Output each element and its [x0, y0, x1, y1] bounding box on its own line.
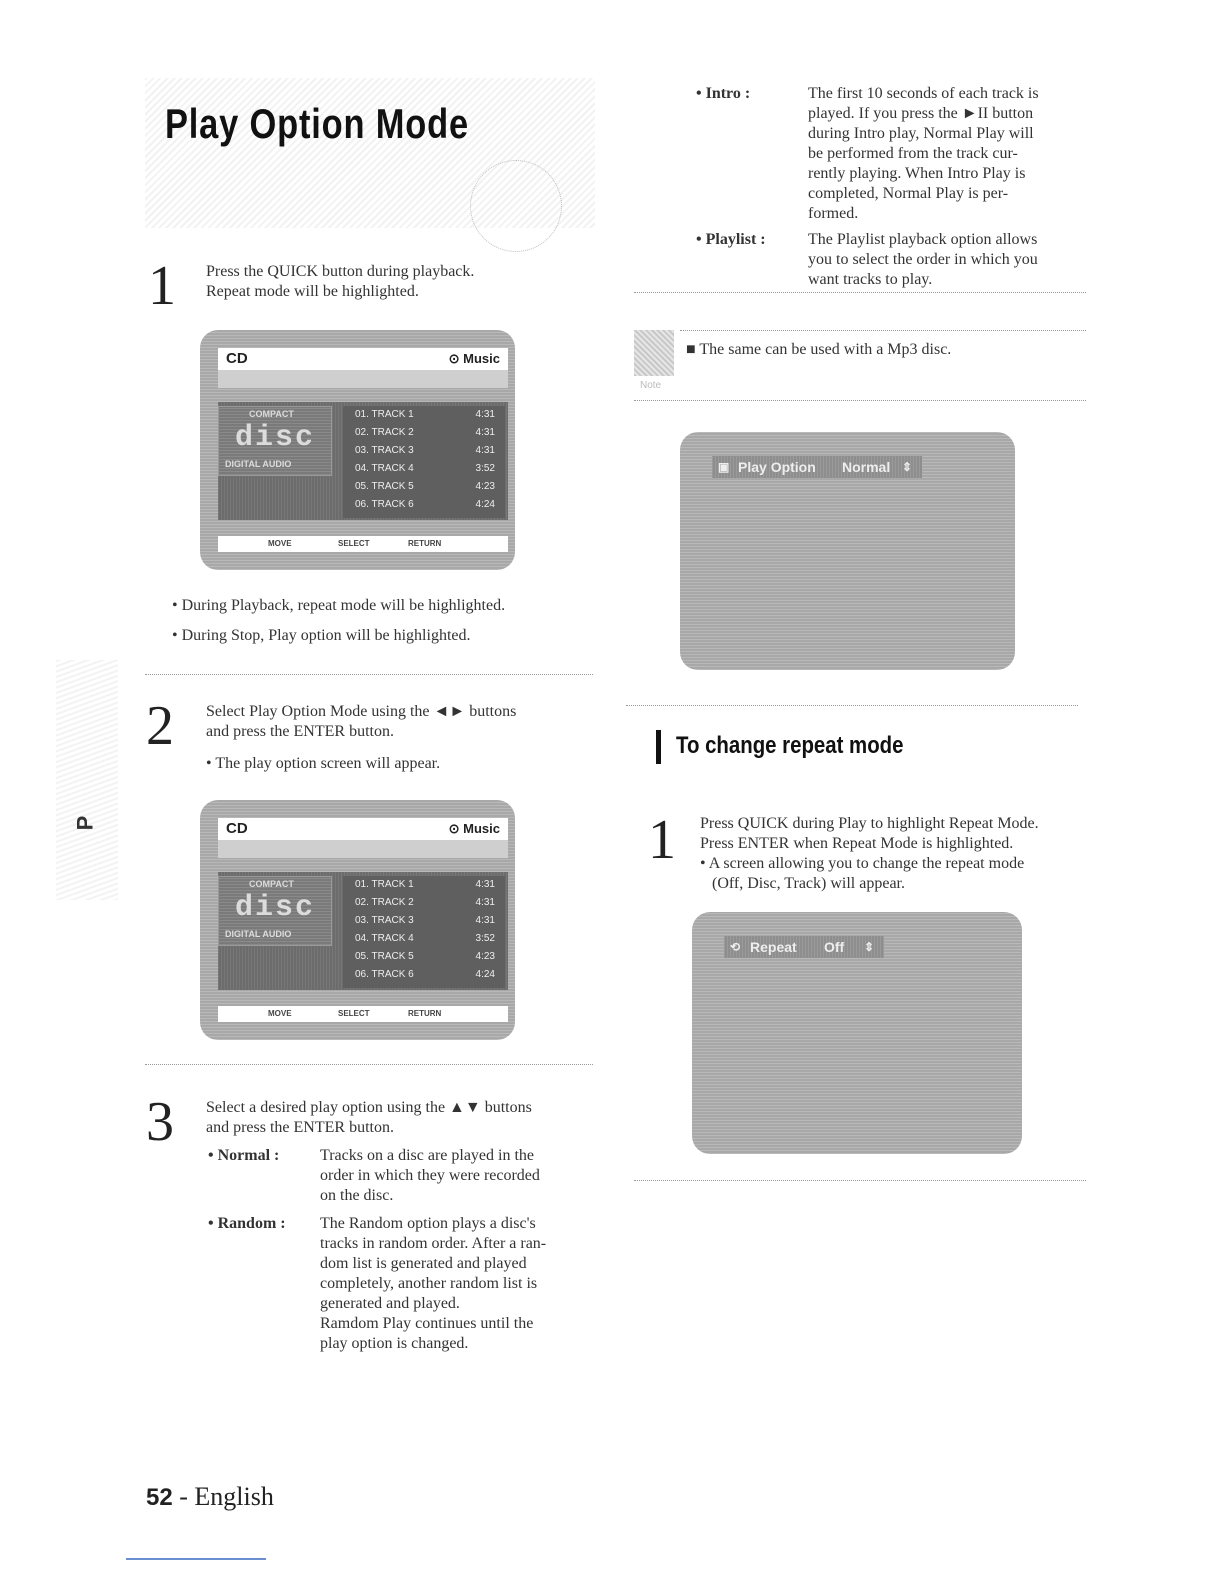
intro-description: [808, 84, 1083, 224]
page-title: Play Option Mode: [165, 100, 469, 147]
updown-arrow-icon: ⇕: [902, 460, 913, 474]
screen-1-header-left: CD: [226, 350, 248, 367]
track-row[interactable]: 02. TRACK 2 4:31: [355, 897, 495, 908]
step-2-text: [206, 702, 591, 774]
track-row[interactable]: 01. TRACK 1 4:31: [355, 879, 495, 890]
side-tab: [56, 660, 118, 900]
screen-4-value: Off: [824, 939, 845, 955]
playlist-term: • Playlist :: [696, 231, 766, 248]
screen-3-menu-bar[interactable]: [712, 456, 922, 478]
track-row[interactable]: 05. TRACK 5 4:23: [355, 481, 495, 492]
track-row[interactable]: 03. TRACK 3 4:31: [355, 915, 495, 926]
screen-4-menu-bar[interactable]: [724, 936, 884, 958]
music-icon: ⊙: [448, 821, 464, 836]
disc-logo-top: COMPACT: [249, 409, 294, 419]
intro-desc-line: rently playing. When Intro Play is: [808, 165, 1026, 182]
intro-desc-line: be performed from the track cur-: [808, 145, 1018, 162]
random-description: [320, 1214, 590, 1354]
disc-logo-mid: disc: [235, 891, 316, 925]
note-label: Note: [640, 380, 662, 391]
footer-rule: [126, 1558, 266, 1560]
footer-move: MOVE: [268, 1009, 292, 1018]
section-step-1-number: 1: [648, 809, 676, 871]
step-2-line-1: Select Play Option Mode using the ◄► buttons: [206, 703, 517, 720]
intro-desc-line: played. If you press the ►II button: [808, 105, 1034, 122]
normal-desc-line: Tracks on a disc are played in the: [320, 1147, 535, 1164]
track-row[interactable]: 06. TRACK 6 4:24: [355, 969, 495, 980]
screen-1-footer: [218, 536, 508, 552]
playlist-desc-line: you to select the order in which you: [808, 251, 1038, 268]
screen-2-header-right: [449, 821, 500, 837]
repeat-icon: ⟲: [730, 940, 741, 954]
track-row[interactable]: 06. TRACK 6 4:24: [355, 499, 495, 510]
playlist-desc-line: The Playlist playback option allows: [808, 231, 1038, 248]
intro-desc-line: during Intro play, Normal Play will: [808, 125, 1034, 142]
screen-3-value: Normal: [842, 459, 891, 475]
divider: [634, 1180, 1086, 1181]
random-desc-line: generated and played.: [320, 1295, 460, 1312]
divider: [145, 1064, 593, 1065]
screen-2-body: [218, 872, 508, 990]
screen-1-body: [218, 402, 508, 520]
note-top-rule: [680, 330, 1086, 331]
screen-1-header-right: [449, 351, 500, 367]
note-icon: [634, 330, 674, 376]
intro-desc-line: completed, Normal Play is per-: [808, 185, 1009, 202]
step-1-line-2: Repeat mode will be highlighted.: [206, 283, 419, 300]
side-tab-letter: P: [72, 815, 98, 831]
section-line-2: Press ENTER when Repeat Mode is highlighted.: [700, 835, 1014, 852]
step-3-line-2: and press the ENTER button.: [206, 1119, 394, 1136]
footer-select: SELECT: [338, 539, 370, 548]
disc-logo-top: COMPACT: [249, 879, 294, 889]
step-1-bullet-2: • During Stop, Play option will be highlighted.: [172, 626, 471, 646]
track-row[interactable]: 03. TRACK 3 4:31: [355, 445, 495, 456]
screen-1-track-list: [343, 406, 505, 518]
step-3-text: [206, 1098, 596, 1138]
screen-4: [692, 912, 1022, 1154]
normal-desc-line: on the disc.: [320, 1187, 394, 1204]
intro-term: • Intro :: [696, 85, 751, 102]
screen-2-track-list: [343, 876, 505, 988]
screen-2-header-right-label: Music: [463, 821, 500, 836]
note-bottom-rule: [634, 400, 1086, 401]
divider: [634, 292, 1086, 293]
disc-logo-mid: disc: [235, 421, 316, 455]
footer-return: RETURN: [408, 539, 442, 548]
screen-3-label: Play Option: [738, 459, 816, 475]
track-row[interactable]: 05. TRACK 5 4:23: [355, 951, 495, 962]
step-2-line-2: and press the ENTER button.: [206, 723, 394, 740]
random-desc-line: The Random option plays a disc's: [320, 1215, 536, 1232]
section-line-4: (Off, Disc, Track) will appear.: [712, 875, 905, 892]
step-1-bullet-1: • During Playback, repeat mode will be highlighted.: [172, 596, 505, 616]
track-row[interactable]: 02. TRACK 2 4:31: [355, 427, 495, 438]
footer-return: RETURN: [408, 1009, 442, 1018]
disc-logo-bot: DIGITAL AUDIO: [225, 929, 292, 939]
screen-2: [200, 800, 515, 1040]
page-number: 52: [146, 1484, 173, 1511]
random-desc-line: play option is changed.: [320, 1335, 469, 1352]
normal-desc-line: order in which they were recorded: [320, 1167, 540, 1184]
music-icon: ⊙: [448, 351, 464, 366]
screen-3: [680, 432, 1015, 670]
step-1-line-1: Press the QUICK button during playback.: [206, 263, 475, 280]
compact-disc-logo: [218, 406, 332, 476]
step-2-number: 2: [146, 695, 174, 757]
play-option-icon: ▣: [718, 460, 730, 474]
random-term: • Random :: [208, 1215, 286, 1232]
step-2-bullet: • The play option screen will appear.: [206, 754, 591, 774]
screen-2-option-bar: [218, 840, 508, 858]
intro-desc-line: The first 10 seconds of each track is: [808, 85, 1039, 102]
section-step-1-text: [700, 814, 1095, 894]
disc-logo-bot: DIGITAL AUDIO: [225, 459, 292, 469]
screen-2-footer: [218, 1006, 508, 1022]
random-desc-line: dom list is generated and played: [320, 1255, 527, 1272]
section-line-1: Press QUICK during Play to highlight Repeat Mode.: [700, 815, 1039, 832]
track-row[interactable]: 04. TRACK 4 3:52: [355, 933, 495, 944]
playlist-description: [808, 230, 1083, 290]
divider: [626, 705, 1078, 706]
screen-1-header-right-label: Music: [463, 351, 500, 366]
divider: [145, 674, 593, 675]
updown-arrow-icon: ⇕: [864, 940, 875, 954]
section-line-3: • A screen allowing you to change the repeat mode: [700, 855, 1025, 872]
compact-disc-logo: [218, 876, 332, 946]
random-desc-line: Ramdom Play continues until the: [320, 1315, 534, 1332]
page-language: English: [194, 1482, 274, 1511]
screen-2-header: [218, 818, 508, 840]
intro-desc-line: formed.: [808, 205, 859, 222]
normal-description: [320, 1146, 590, 1206]
page-footer: [146, 1482, 274, 1512]
page-footer-separator: -: [172, 1482, 195, 1511]
screen-2-header-left: CD: [226, 820, 248, 837]
screen-4-label: Repeat: [750, 939, 797, 955]
section-title: To change repeat mode: [676, 732, 904, 759]
screen-1-header: [218, 348, 508, 370]
footer-move: MOVE: [268, 539, 292, 548]
normal-term: • Normal :: [208, 1147, 280, 1164]
screen-1-option-bar: [218, 370, 508, 388]
track-row[interactable]: 04. TRACK 4 3:52: [355, 463, 495, 474]
section-marker: [656, 730, 661, 764]
step-1-text: [206, 262, 586, 302]
step-1-number: 1: [148, 255, 176, 317]
decorative-circle: [470, 160, 562, 252]
footer-select: SELECT: [338, 1009, 370, 1018]
track-row[interactable]: 01. TRACK 1 4:31: [355, 409, 495, 420]
random-desc-line: completely, another random list is: [320, 1275, 538, 1292]
screen-1: [200, 330, 515, 570]
random-desc-line: tracks in random order. After a ran-: [320, 1235, 547, 1252]
playlist-desc-line: want tracks to play.: [808, 271, 933, 288]
step-3-number: 3: [146, 1091, 174, 1153]
step-3-line-1: Select a desired play option using the ▲▼ buttons: [206, 1099, 532, 1116]
note-text: ■ The same can be used with a Mp3 disc.: [686, 341, 952, 358]
